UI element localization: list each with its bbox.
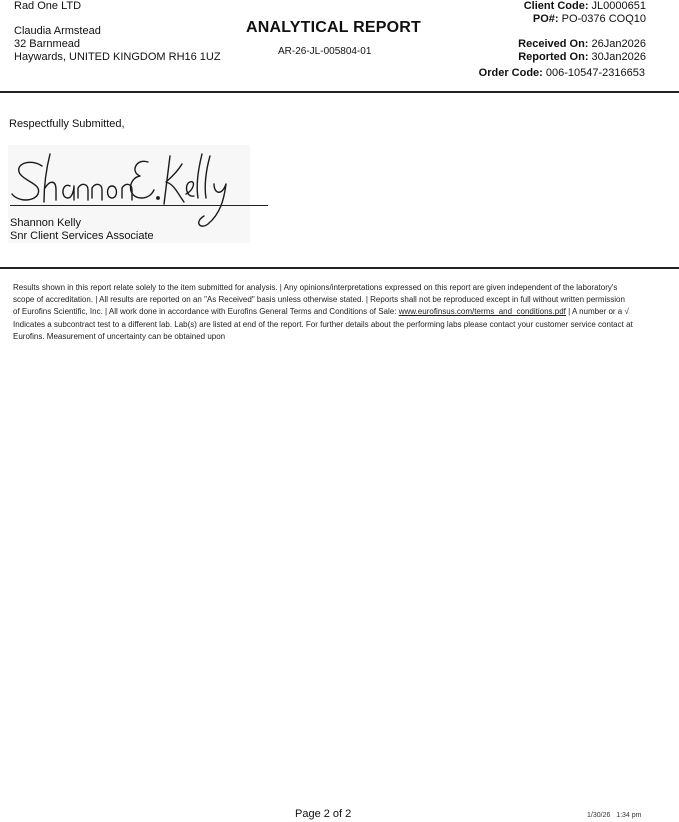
reported-row [518,51,646,63]
received-row [518,38,646,50]
po-row [533,13,646,25]
disclaimer-divider [0,267,679,269]
signer-title: Snr Client Services Associate [10,230,154,242]
report-number: AR-26-JL-005804-01 [278,46,372,57]
print-time: 1:34 pm [616,812,642,819]
print-date: 1/30/26 [587,812,611,819]
order-code-row [479,67,645,79]
terms-link[interactable]: www.eurofinsus.com/terms_and_conditions.pdf [398,307,566,317]
signature-line [10,205,268,206]
received-label: Received On: [518,38,589,50]
company-name: Rad One LTD [14,0,82,12]
respectfully-submitted: Respectfully Submitted, [9,118,125,130]
print-timestamp [587,812,642,819]
order-code-value: 006-10547-2316653 [545,67,645,79]
po-value: PO-0376 COQ10 [561,13,646,25]
received-value: 26Jan2026 [591,38,646,50]
po-label: PO#: [532,13,559,25]
order-code-label: Order Code: [478,67,543,79]
disclaimer-text [13,282,633,343]
contact-name: Claudia Armstead [14,25,101,37]
report-title: ANALYTICAL REPORT [246,19,421,36]
client-code-value: JL0000651 [591,0,646,12]
address-line-1: 32 Barnmead [14,38,81,50]
reported-label: Reported On: [518,51,589,63]
client-code-row [524,0,646,12]
client-code-label: Client Code: [523,0,589,12]
address-line-2: Haywards, UNITED KINGDOM RH16 1UZ [14,51,221,63]
header-divider [0,91,679,93]
page-number: Page 2 of 2 [295,808,352,820]
reported-value: 30Jan2026 [591,51,646,63]
disclaimer-part-2: | A number or a √ Indicates a subcontract test to a different lab. Lab(s) are listed at end of the report. For further details about the performing labs please contact your customer service contact at Eurofins. Measurement of uncertainty can be obtained upon [13,307,633,341]
client-address [14,25,221,64]
signer-name: Shannon Kelly [10,217,81,229]
disclaimer-part-1: Results shown in this report relate solely to the item submitted for analysis. | Any opinions/interpretations expressed on this report are given independent of the laboratory's scope of accreditation. | All results are reported on an "As Received" basis unless otherwise stated. | Reports shall not be reproduced except in full without written permission of Eurofins Scientific, Inc. | All work done in accordance with Eurofins General Terms and Conditions of Sale: [13,283,625,317]
